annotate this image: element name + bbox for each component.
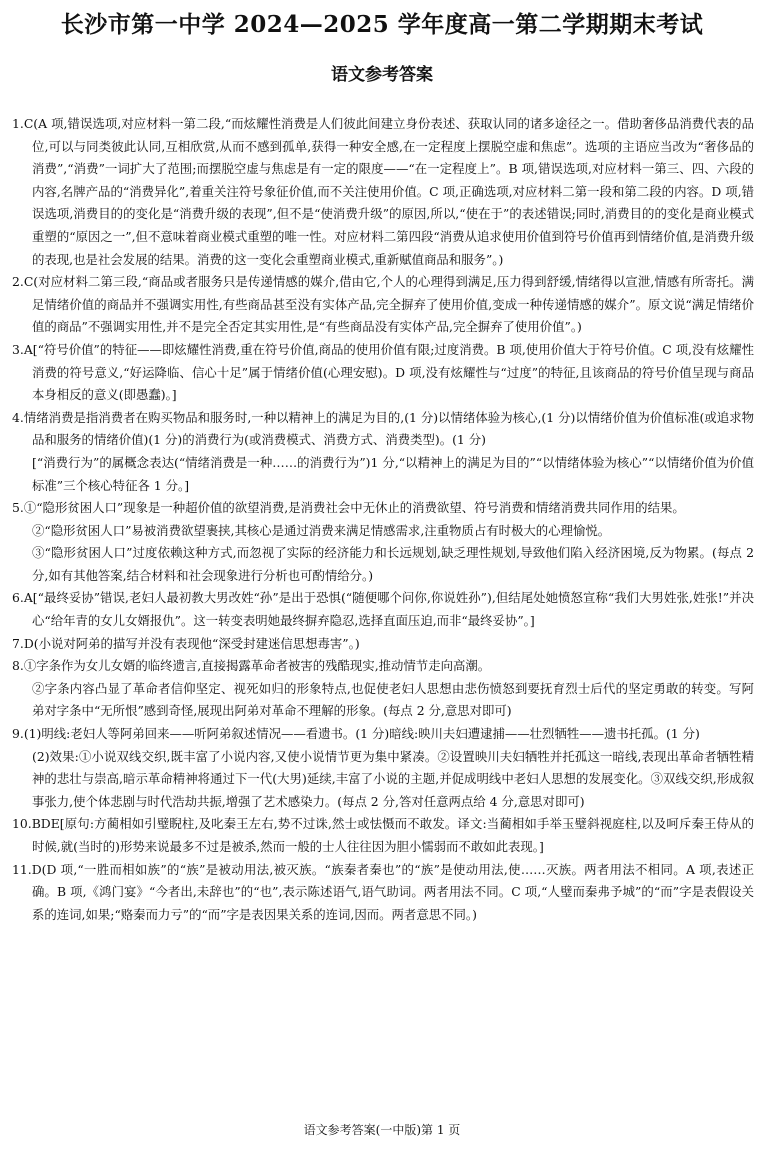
answer-1: 1.C(A 项,错误选项,对应材料一第二段,“而炫耀性消费是人们彼此间建立身份表述、获取认同的诸多途径之一。借助奢侈品消费代表的品位,可以与同类彼此认同,互相欣赏,从而不感到孤单,获得一种安全感,在一定程度上摆脱空虚和焦虑”。选项的主语应当改为“奢侈品的消费”,“消费”一词扩大了范围;而摆脱空虚与焦虑是有一定的限度——“在一定程度上”。B 项,错误选项,对应材料一第三、四、六段的内容,名牌产品的“消费异化”,着重关注符号象征价值,而不关注使用价值。C 项,正确选项,对应材料二第一段和第二段的内容。D 项,错误选项,消费目的的变化是“消费升级的表现”,但不是“使消费升级”的原因,所以,“使在于”的表述错误;同时,消费目的的变化是商业模式重塑的“原因之一”,但不意味着商业模式重塑的唯一性。对应材料二第四段“消费从追求使用价值到符号价值再到情绪价值,是消费升级的表现,也是社会发展的结果。消费的这一变化会重塑商业模式,重新赋值商品和服务”。) — [12, 116, 754, 267]
answer-10: 10.BDE[原句:方蔺相如引璧睨柱,及叱秦王左右,势不过诛,然士或怯慑而不敢发。译文:当蔺相如手举玉璧斜视庭柱,以及呵斥秦王侍从的时候,就(当时的)形势来说最多不过是被杀,然而一般的士人往往因为胆小懦弱而不敢如此表现。] — [12, 816, 754, 854]
answer-4: 4.情绪消费是指消费者在购买物品和服务时,一种以精神上的满足为目的,(1 分)以情绪体验为核心,(1 分)以情绪价值为价值标准(或追求物品和服务的情绪价值)(1 分)的消费行为(或消费模式、消费方式、消费类型)。(1 分) — [12, 409, 754, 448]
answer-7: 7.D(小说对阿弟的描写并没有表现他“深受封建迷信思想毒害”。) — [12, 635, 360, 651]
answer-list — [12, 113, 754, 926]
answer-5-point-1: 5.①“隐形贫困人口”现象是一种超价值的欲望消费,是消费社会中无休止的消费欲望、符号消费和情绪消费共同作用的结果。 — [12, 500, 685, 516]
answer-4-scoring-note: [“消费行为”的属概念表达(“情绪消费是一种……的消费行为”)1 分,“以精神上的满足为目的”“以情绪体验为核心”“以情绪价值为价值标准”三个核心特征各 1 分。] — [32, 454, 754, 493]
answer-2: 2.C(对应材料二第三段,“商品或者服务只是传递情感的媒介,借由它,个人的心理得到满足,压力得到舒缓,情绪得以宣泄,情感有所寄托。满足情绪价值的商品并不强调实用性,有些商品甚至没有实体产品,完全摒弃了使用价值,变成一种传递情感的媒介”。原文说“满足情绪价值的商品”不强调实用性,并不是完全否定其实用性,是“有些商品没有实体产品,完全摒弃了使用价值”。) — [12, 274, 754, 335]
exam-title: 长沙市第一中学 2024—2025 学年度高一第二学期期末考试 — [60, 11, 704, 38]
answer-key-subtitle: 语文参考答案 — [331, 65, 433, 85]
answer-8-point-1: 8.①字条作为女儿女婿的临终遗言,直接揭露革命者被害的残酷现实,推动情节走向高潮。 — [12, 658, 491, 674]
answer-5-point-2: ②“隐形贫困人口”易被消费欲望裹挟,其核心是通过消费来满足情感需求,注重物质占有时极大的心理愉悦。 — [32, 522, 611, 538]
answer-6: 6.A[“最终妥协”错误,老妇人最初教大男改姓“孙”是出于恐惧(“随便哪个问你,你说姓孙”),但结尾处她愤怒宣称“我们大男姓张,姓张!”并决心“给年青的女儿女婿报仇”。这一转变表明她最终摒弃隐忍,选择直面压迫,而非“最终妥协”。] — [12, 590, 754, 629]
answer-8-point-2: ②字条内容凸显了革命者信仰坚定、视死如归的形象特点,也促使老妇人思想由悲伤愤怒到要抚育烈士后代的坚定勇敢的转变。写阿弟对字条中“无所恨”感到奇怪,展现出阿弟对革命不理解的形象。(每点 2 分,意思对即可) — [32, 680, 754, 719]
answer-9-part-1: 9.(1)明线:老妇人等阿弟回来——听阿弟叙述情况——看遗书。(1 分)暗线:映川夫妇遭逮捕——壮烈牺牲——遗书托孤。(1 分) — [12, 726, 700, 742]
page-footer: 语文参考答案(一中版)第 1 页 — [303, 1123, 461, 1137]
answer-3: 3.A[“符号价值”的特征——即炫耀性消费,重在符号价值,商品的使用价值有限;过度消费。B 项,使用价值大于符号价值。C 项,没有炫耀性消费的符号意义,“好运降临、信心十足”属于情绪价值(心理安慰)。D 项,没有炫耀性与“过度”的特征,且该商品的符号价值呈现与商品本身相反的意义(即愚蠢)。] — [12, 341, 754, 403]
answer-11: 11.D(D 项,“一胜而相如族”的“族”是被动用法,被灭族。“族秦者秦也”的“族”是使动用法,使……灭族。两者用法不相同。A 项,表述正确。B 项,《鸿门宴》“今者出,未辞也”的“也”,表示陈述语气,语气助词。两者用法不同。C 项,“人璧而秦弗予城”的“而”字是表假设关系的连词,如果;“赂秦而力亏”的“而”字是表因果关系的连词,因而。两者意思不同。) — [12, 861, 754, 922]
answer-9-part-2: (2)效果:①小说双线交织,既丰富了小说内容,又使小说情节更为集中紧凑。②设置映川夫妇牺牲并托孤这一暗线,表现出革命者牺牲精神的悲壮与崇高,暗示革命精神将通过下一代(大男)延续,丰富了小说的主题,并促成明线中老妇人思想的发展变化。③双线交织,形成叙事张力,使个体悲剧与时代浩劫共振,增强了艺术感染力。(每点 2 分,答对任意两点给 4 分,意思对即可) — [32, 748, 754, 809]
answer-5-point-3: ③“隐形贫困人口”过度依赖这种方式,而忽视了实际的经济能力和长远规划,缺乏理性规划,导致他们陷入经济困境,反为物累。(每点 2 分,如有其他答案,结合材料和社会现象进行分析也可酌情给分。) — [32, 545, 754, 583]
